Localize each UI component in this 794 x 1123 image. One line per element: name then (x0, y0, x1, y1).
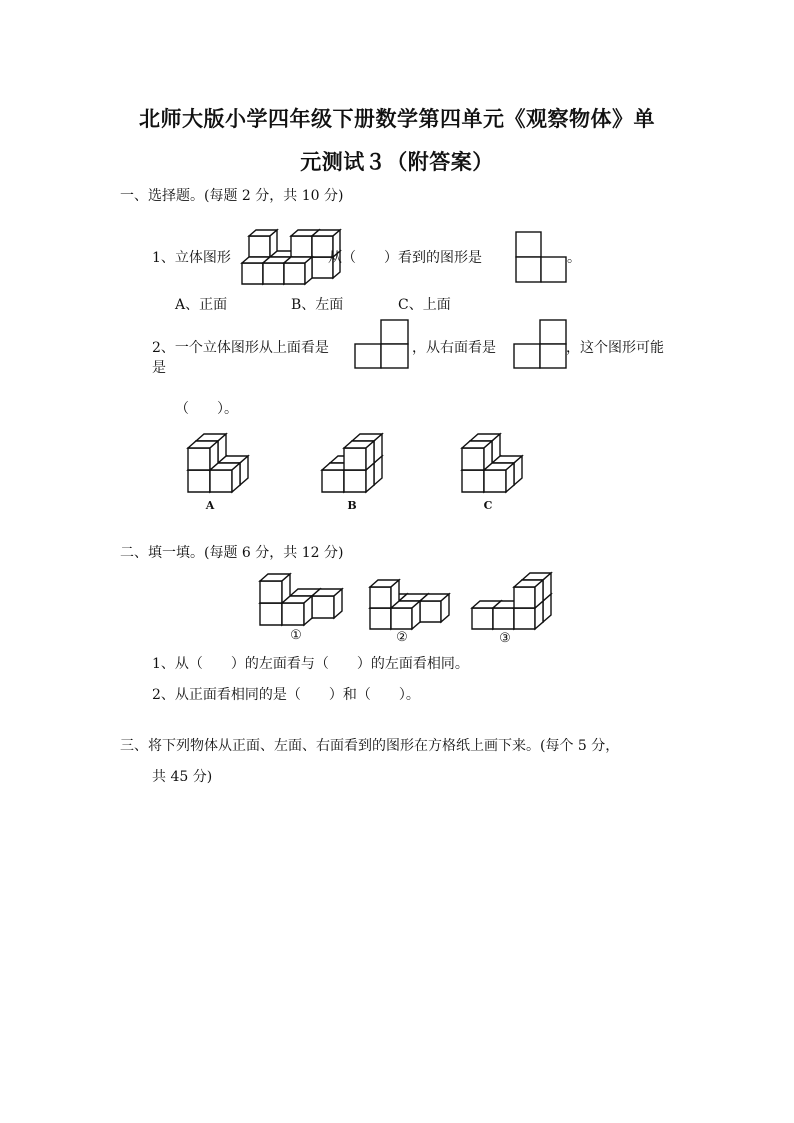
q2-end2: 是 (152, 360, 166, 376)
q1-option-c: C、上面 (398, 297, 451, 313)
fill-figure-2 (368, 569, 444, 631)
section2-q2: 2、从正面看相同的是（ ）和（ ）。 (152, 687, 420, 703)
q2-choice-c-figure (460, 432, 524, 494)
section3-heading: 三、将下列物体从正面、左面、右面看到的图形在方格纸上画下来。(每个 5 分， (120, 738, 620, 754)
q2-prefix: 2、一个立体图形从上面看是 (152, 340, 329, 356)
q2-end: ，这个图形可能 (566, 340, 664, 356)
q2-choice-a-figure (186, 432, 250, 494)
section1-heading: 一、选择题。(每题 2 分，共 10 分) (120, 188, 344, 204)
q2-top-view-figure (354, 319, 410, 369)
q1-option-b: B、左面 (291, 297, 344, 313)
fill-figure-1-label: ① (290, 628, 302, 643)
page-title-line2: 元测试３（附答案） (300, 150, 494, 174)
fill-figure-1 (258, 569, 344, 627)
fill-figure-3 (470, 569, 550, 631)
q1-prefix: 1、立体图形 (152, 250, 231, 266)
q2-answer-blank: （ ）。 (175, 401, 238, 417)
q1-option-a: A、正面 (175, 297, 228, 313)
section2-heading: 二、填一填。(每题 6 分，共 12 分) (120, 545, 344, 561)
q2-choice-a-label: A (205, 499, 215, 512)
q1-end: 。 (567, 250, 581, 266)
q2-choice-b-label: B (347, 499, 357, 512)
q1-middle: 从（ ）看到的图形是 (328, 250, 482, 266)
fill-figure-3-label: ③ (499, 631, 511, 646)
page-title-line1: 北师大版小学四年级下册数学第四单元《观察物体》单 (139, 107, 655, 131)
fill-figure-2-label: ② (396, 630, 408, 645)
q2-right-view-figure (513, 319, 567, 369)
q1-solid-figure (240, 226, 324, 286)
section2-q1: 1、从（ ）的左面看与（ ）的左面看相同。 (152, 656, 469, 672)
q2-choice-b-figure (320, 432, 384, 494)
q2-middle: ，从右面看是 (412, 340, 496, 356)
q2-choice-c-label: C (483, 499, 493, 512)
section3-heading-cont: 共 45 分) (152, 769, 213, 785)
q1-view-figure (515, 231, 567, 283)
